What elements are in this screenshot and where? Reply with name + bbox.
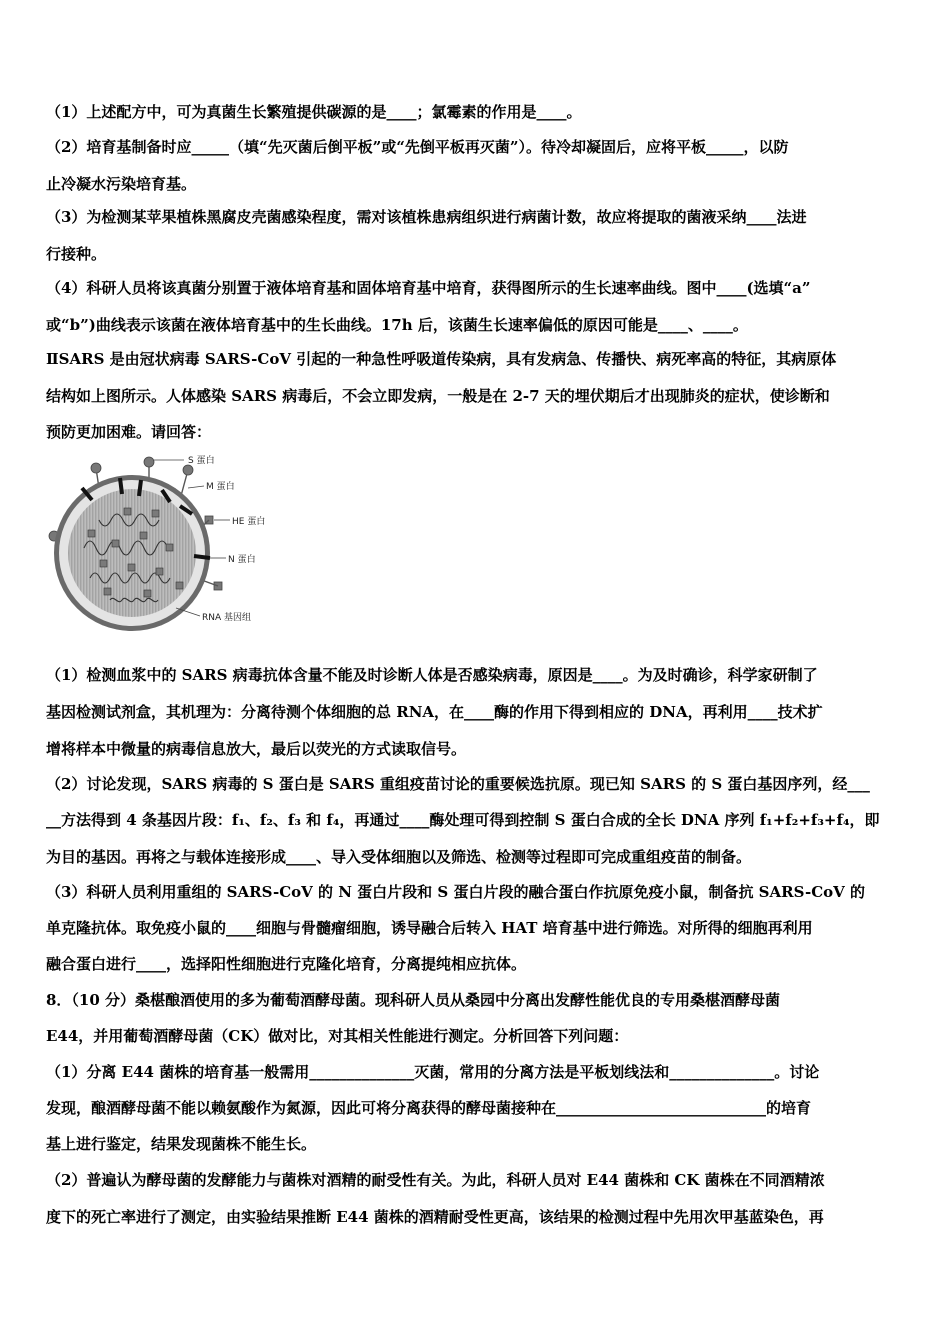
text-line: （1）检测血浆中的 SARS 病毒抗体含量不能及时诊断人体是否感染病毒，原因是____。为及时确诊，科学家研制了 (46, 666, 818, 684)
text-line: 度下的死亡率进行了测定，由实验结果推断 E44 菌株的酒精耐受性更高，该结果的检测过程中先用次甲基蓝染色，再 (46, 1208, 824, 1226)
text-line: （3）科研人员利用重组的 SARS-CoV 的 N 蛋白片段和 S 蛋白片段的融合蛋白作抗原免疫小鼠，制备抗 SARS-CoV 的 (46, 883, 866, 901)
text-line: E44，并用葡萄酒酵母菌（CK）做对比，对其相关性能进行测定。分析回答下列问题： (46, 1027, 629, 1045)
text-line: 8．（10 分）桑椹酿酒使用的多为葡萄酒酵母菌。现科研人员从桑园中分离出发酵性能优良的专用桑椹酒酵母菌 (46, 991, 781, 1009)
text-line: 行接种。 (46, 245, 107, 263)
label-m-protein: M 蛋白 (206, 482, 235, 492)
text-line: （2）普遍认为酵母菌的发酵能力与菌株对酒精的耐受性有关。为此，科研人员对 E44 菌株和 CK 菌株在不同酒精浓 (46, 1171, 825, 1189)
text-line: （4）科研人员将该真菌分别置于液体培育基和固体培育基中培育，获得图所示的生长速率曲线。图中____(选填“a” (46, 279, 811, 297)
text-line: 发现，酿酒酵母菌不能以赖氨酸作为氮源，因此可将分离获得的酵母菌接种在____________________________的培育 (46, 1099, 812, 1117)
capsid (68, 489, 196, 617)
text-line: 基因检测试剂盒，其机理为：分离待测个体细胞的总 RNA，在____酶的作用下得到相应的 DNA，再利用____技术扩 (46, 703, 823, 721)
text-line: 预防更加困难。请回答： (46, 423, 212, 441)
text-line: 结构如上图所示。人体感染 SARS 病毒后，不会立即发病，一般是在 2-7 天的埋伏期后才出现肺炎的症状，使诊断和 (46, 387, 830, 405)
text-line: 基上进行鉴定，结果发现菌株不能生长。 (46, 1135, 317, 1153)
text-line: ⅡSARS 是由冠状病毒 SARS-CoV 引起的一种急性呼吸道传染病，具有发病急、传播快、病死率高的特征，其病原体 (46, 350, 837, 368)
text-line: 止冷凝水污染培育基。 (46, 175, 197, 193)
text-line: 增将样本中微量的病毒信息放大，最后以荧光的方式读取信号。 (46, 740, 467, 758)
text-line: 融合蛋白进行____，选择阳性细胞进行克隆化培育，分离提纯相应抗体。 (46, 955, 527, 973)
text-line: 为目的基因。再将之与载体连接形成____、导入受体细胞以及筛选、检测等过程即可完成重组疫苗的制备。 (46, 848, 752, 866)
label-he-protein: HE 蛋白 (232, 517, 266, 527)
text-line: （1）上述配方中，可为真菌生长繁殖提供碳源的是____；氯霉素的作用是____。 (46, 103, 582, 121)
label-n-protein: N 蛋白 (228, 555, 256, 565)
text-line: （2）讨论发现，SARS 病毒的 S 蛋白是 SARS 重组疫苗讨论的重要候选抗原。现已知 SARS 的 S 蛋白基因序列，经___ (46, 775, 870, 793)
text-line: （3）为检测某苹果植株黑腐皮壳菌感染程度，需对该植株患病组织进行病菌计数，故应将提取的菌液采纳____法进 (46, 208, 807, 226)
text-line: 或“b”)曲线表示该菌在液体培育基中的生长曲线。17h 后，该菌生长速率偏低的原因可能是____、____。 (46, 316, 748, 334)
text-line: （1）分离 E44 菌株的培育基一般需用______________灭菌，常用的分离方法是平板划线法和______________。讨论 (46, 1063, 820, 1081)
label-s-protein: S 蛋白 (188, 456, 215, 466)
label-rna-genome: RNA 基因组 (202, 613, 252, 623)
text-line: （2）培育基制备时应_____（填“先灭菌后倒平板”或“先倒平板再灭菌”）。待冷却凝固后，应将平板_____，以防 (46, 138, 789, 156)
sars-virus-structure-diagram (44, 448, 284, 638)
text-line: __方法得到 4 条基因片段：f₁、f₂、f₃ 和 f₄，再通过____酶处理可得到控制 S 蛋白合成的全长 DNA 序列 f₁+f₂+f₃+f₄，即 (46, 811, 880, 829)
text-line: 单克隆抗体。取免疫小鼠的____细胞与骨髓瘤细胞，诱导融合后转入 HAT 培育基中进行筛选。对所得的细胞再利用 (46, 919, 813, 937)
